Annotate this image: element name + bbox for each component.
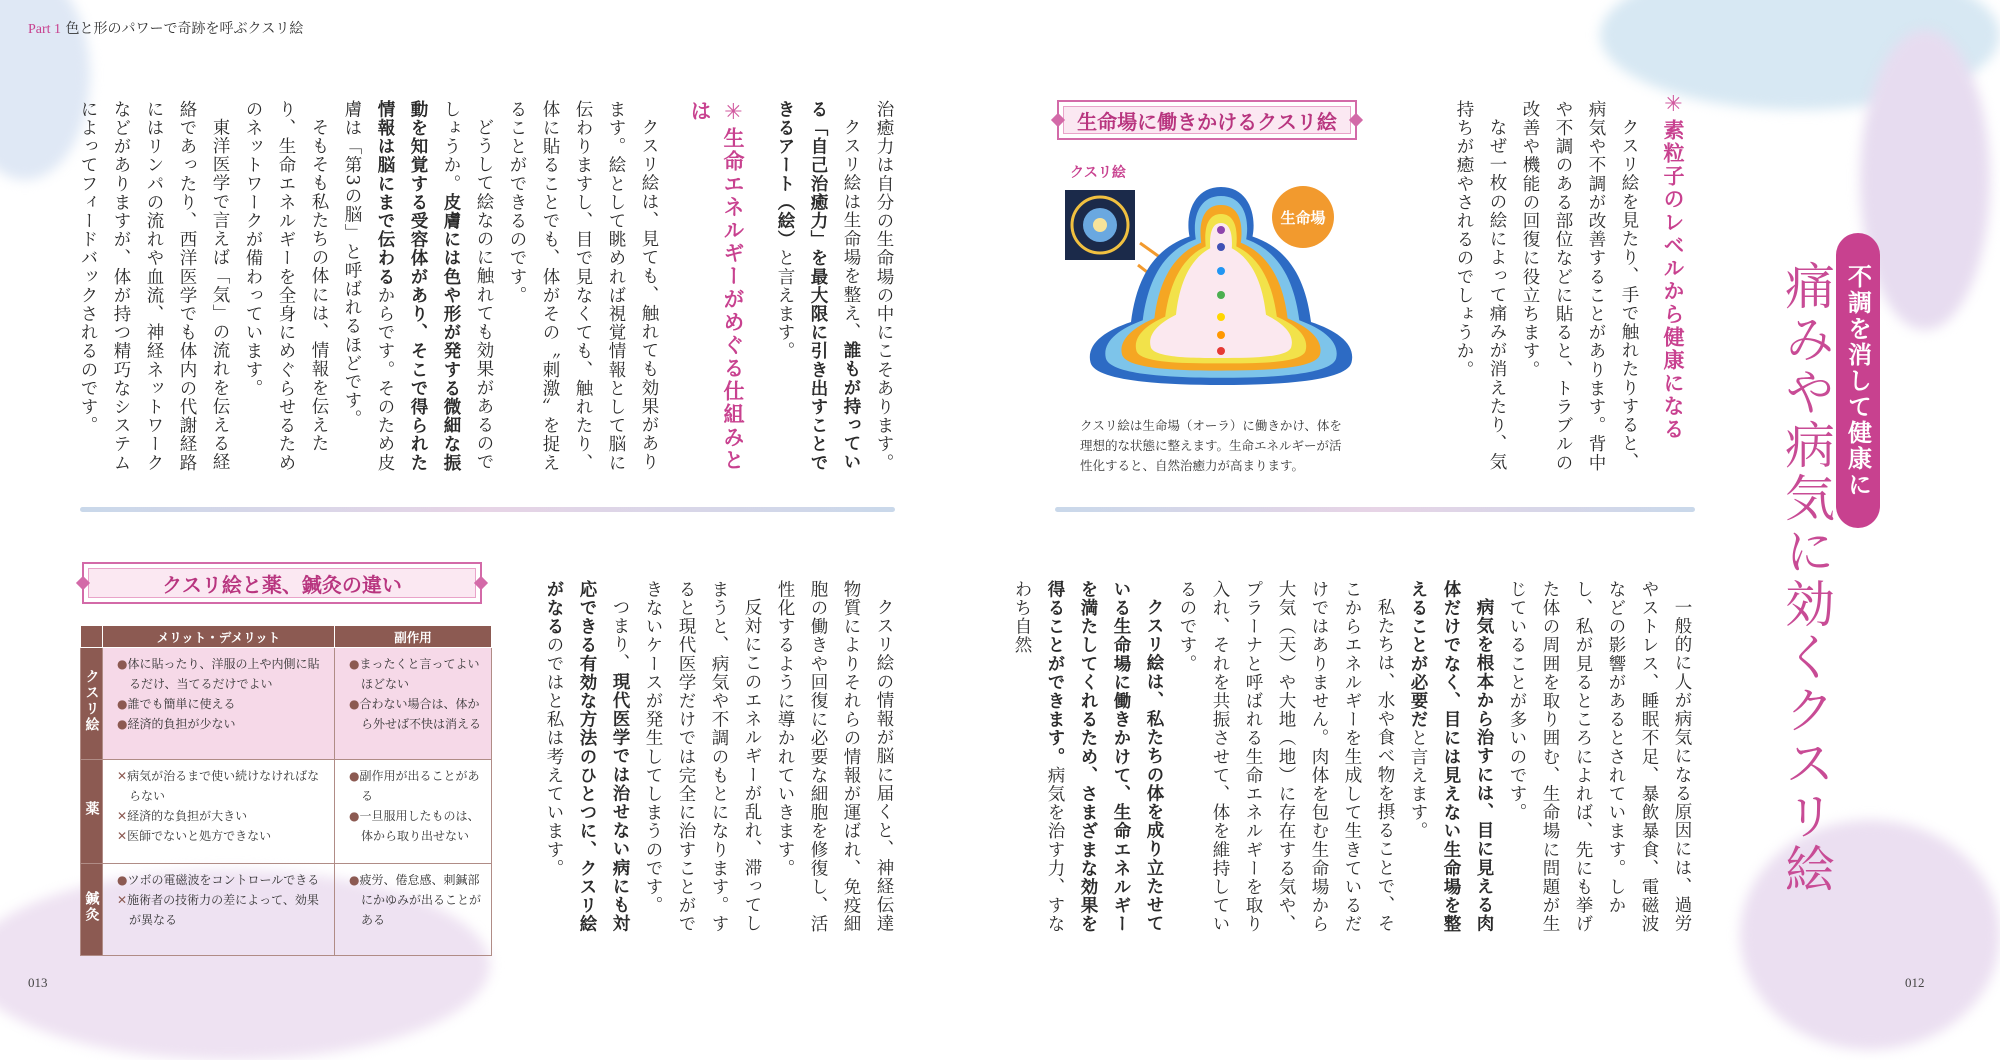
bullet-icon: ● (117, 697, 128, 711)
cross-icon: ✕ (117, 809, 128, 823)
list-item-text: 合わない場合は、体から外せば不快は消える (359, 697, 482, 731)
row-header-medicine (81, 760, 103, 864)
left-bottom-paragraph-3-bold: 現代医学では治せない病にも対応できる有効な方法のひとつに、クスリ絵がなる (544, 580, 630, 934)
section-divider-left (80, 507, 895, 512)
intro-paragraph-1: クスリ絵を見たり、手で触れたりすると、病気や不調が改善することがあります。背中や不調のある部位などに貼ると、トラブルの改善や機能の回復に役立ちます。 (1520, 100, 1639, 472)
chakra-solar (1217, 313, 1225, 321)
left-bottom-paragraph-3-rest: のではと私は考えています。 (544, 635, 564, 878)
section-heading-energy-text: 生命エネルギーがめぐる仕組みとは (688, 100, 745, 472)
right-paragraph-4-bold: クスリ絵は、私たちの体を成り立たせている生命場に働きかけて、生命エネルギーを満たしてくれるため、さまざまな効果を得ることができます。 (1045, 580, 1164, 934)
left-paragraph-1: 治癒力は自分の生命場の中にこそあります。 (874, 100, 894, 472)
bullet-icon: ● (117, 717, 128, 731)
figure-caption: クスリ絵は生命場（オーラ）に働きかけ、体を理想的な状態に整えます。生命エネルギーが活性化すると、自然治癒力が高まります。 (1080, 418, 1342, 473)
chakra-root (1217, 347, 1225, 355)
bullet-icon: ● (349, 657, 360, 671)
list-item (349, 694, 485, 734)
bullet-icon: ● (117, 873, 128, 887)
list-item (349, 654, 485, 694)
list-item (117, 694, 328, 714)
row-header-text: 鍼灸 (83, 890, 100, 923)
left-paragraph-3: クスリ絵は、見ても、触れても効果があります。絵として眺めれば視覚情報として脳に伝わりますし、目で見なくても、触れたり、体に貼ることでも、体がその〝刺激〟を捉えることができるのです。 (507, 100, 659, 472)
list-item (117, 654, 328, 694)
table-cell-merit (103, 864, 335, 956)
table-cell-merit (103, 648, 335, 760)
right-paragraph-2-bold: 病気を根本から治すには、目に見える肉体だけでなく、目には見えない生命場を整えることが必要だ (1408, 580, 1494, 934)
chapter-subtitle: 不調を消して健康に (1836, 233, 1880, 528)
running-head (28, 18, 303, 38)
row-header-kusurie (81, 648, 103, 760)
left-paragraph-2 (768, 100, 867, 480)
left-top-text (80, 100, 900, 480)
left-paragraph-2-rest: と言えます。 (775, 248, 795, 361)
figure-banner-text: 生命場に働きかけるクスリ絵 (1077, 109, 1337, 134)
left-bottom-paragraph-1: クスリ絵の情報が脳に届くと、神経伝達物質によりそれらの情報が運ばれ、免疫細胞の働きや回復に必要な細胞を修復し、活性化するように導かれていきます。 (775, 580, 894, 934)
bullet-icon: ● (349, 769, 360, 783)
page-number-left: 013 (28, 975, 48, 990)
right-paragraph-2 (1401, 580, 1500, 950)
list-item-text: 病気が治るまで使い続けなければならない (127, 769, 320, 803)
row-header-text: クスリ絵 (83, 668, 100, 733)
left-paragraph-2-pre: クスリ絵は生命場を整え、 (841, 117, 861, 341)
list-item-text: 医師でないと処方できない (127, 829, 272, 843)
right-paragraph-4-rest: 病気を治す力、すなわち自然 (1012, 580, 1065, 934)
list-item-text: 誰でも簡単に使える (127, 697, 236, 711)
list-item (349, 766, 485, 806)
comparison-table (80, 625, 492, 956)
list-item (117, 826, 328, 846)
part-label: Part 1 (28, 22, 62, 37)
left-paragraph-4 (335, 100, 500, 480)
section-heading-particle-text: 素粒子のレベルから健康になる (1661, 119, 1685, 441)
chakra-heart (1217, 291, 1225, 299)
comparison-banner-text: クスリ絵と薬、鍼灸の違い (162, 572, 402, 597)
star-icon: ✳ (721, 100, 746, 127)
list-item-text: ツボの電磁波をコントロールできる (127, 873, 320, 887)
running-title: 色と形のパワーで奇跡を呼ぶクスリ絵 (65, 21, 304, 37)
star-icon: ✳ (1661, 92, 1686, 119)
cross-icon: ✕ (117, 769, 128, 783)
right-body-text (1012, 580, 1698, 950)
bullet-icon: ● (349, 809, 360, 823)
list-item (117, 714, 328, 734)
table-corner (81, 626, 103, 648)
page-number-right: 012 (1905, 975, 1925, 990)
left-paragraph-4-pre: どうして絵なのに触れても効果があるのでしょうか。 (441, 100, 494, 471)
bullet-icon: ● (349, 873, 360, 887)
table-cell-merit (103, 760, 335, 864)
bullet-icon: ● (349, 697, 360, 711)
chakra-crown (1217, 226, 1225, 234)
list-item-text: 副作用が出ることがある (359, 769, 480, 803)
chakra-third-eye (1217, 243, 1225, 251)
list-item (349, 806, 485, 846)
table-cell-side-effect (335, 760, 492, 864)
kusurie-label: クスリ絵 (1070, 165, 1126, 181)
column-header-side-effect: 副作用 (335, 626, 492, 648)
section-divider-right (1055, 507, 1695, 512)
left-bottom-paragraph-3-pre: つまり、 (610, 597, 630, 672)
list-item (117, 870, 328, 890)
table-cell-side-effect (335, 648, 492, 760)
cross-icon: ✕ (117, 829, 128, 843)
cross-icon: ✕ (117, 893, 128, 907)
right-paragraph-2-rest: と言えます。 (1408, 728, 1428, 841)
table-row (81, 864, 492, 956)
bullet-icon: ● (117, 657, 128, 671)
right-paragraph-1: 一般的に人が病気になる原因には、過労やストレス、睡眠不足、暴飲暴食、電磁波などの影響があるとされています。しかし、私が見るところによれば、先にも挙げた体の周囲を取り囲む、生命場に問題が生じていることが多いのです。 (1507, 580, 1692, 934)
list-item-text: 体に貼ったり、洋服の上や内側に貼るだけ、当てるだけでよい (127, 657, 320, 691)
list-item-text: まったくと言ってよいほどない (359, 657, 480, 691)
section-heading-particle (1652, 92, 1688, 492)
chapter-title: 痛みや病気に効くクスリ絵 (1777, 260, 1835, 896)
list-item-text: 施術者の技術力の差によって、効果が異なる (127, 893, 319, 927)
list-item-text: 一旦服用したものは、体から取り出せない (359, 809, 480, 843)
table-row (81, 760, 492, 864)
intro-paragraph-2: なぜ一枚の絵によって痛みが消えたり、気持ちが癒やされるのでしょうか。 (1454, 100, 1507, 471)
comparison-banner (82, 562, 482, 604)
figure-banner (1057, 100, 1357, 140)
chakra-sacral (1217, 331, 1225, 339)
left-paragraph-4-bold: 皮膚には色や形が発する微細な振動を知覚する受容体があり、そこで得られた情報は脳にまで伝わる (375, 100, 461, 472)
list-item-text: 経済的な負担が大きい (127, 809, 248, 823)
list-item-text: 経済的負担が少ない (127, 717, 236, 731)
chakra-throat (1217, 267, 1225, 275)
list-item (117, 890, 328, 930)
left-paragraph-5: そもそも私たちの体には、情報を伝えたり、生命エネルギーを全身にめぐらせるためのネットワークが備わっています。 (243, 100, 329, 472)
table-header-row (81, 626, 492, 648)
list-item (349, 870, 485, 930)
table-row (81, 648, 492, 760)
row-header-acupuncture (81, 864, 103, 956)
kusurie-core (1093, 218, 1107, 232)
right-paragraph-4 (1005, 580, 1170, 950)
column-header-merit: メリット・デメリット (103, 626, 335, 648)
left-bottom-text (520, 580, 900, 950)
left-bottom-paragraph-3 (537, 580, 636, 950)
list-item (117, 806, 328, 826)
right-paragraph-3: 私たちは、水や食べ物を摂ることで、そこからエネルギーを生成して生きているだけではありません。肉体を包む生命場から大気（天）や大地（地）に存在する気や、プラーナと呼ばれる生命エネルギーを取り入れ、それを共振させて、体を維持しているのです。 (1177, 580, 1395, 934)
section-heading-energy (683, 100, 750, 480)
intro-text-column (1425, 100, 1645, 480)
aura-badge: 生命場 (1272, 186, 1334, 248)
table-cell-side-effect (335, 864, 492, 956)
list-item-text: 疲労、倦怠感、刺鍼部にかゆみが出ることがある (359, 873, 482, 927)
left-paragraph-2-bold: 誰もが持っている「自己治癒力」を最大限に引き出すことできるアート（絵） (775, 100, 861, 472)
list-item (117, 766, 328, 806)
left-bottom-paragraph-2: 反対にこのエネルギーが乱れ、滞ってしまうと、病気や不調のもとになります。すると現代医学だけでは完全に治すことができないケースが発生してしまうのです。 (643, 580, 762, 934)
left-paragraph-4-rest: からです。そのため皮膚は「第3の脳」と呼ばれるほどです。 (342, 100, 395, 472)
left-paragraph-6: 東洋医学で言えば「気」の流れを伝える経絡であったり、西洋医学でも体内の代謝経路にはリンパの流れや血流、神経ネットワークなどがありますが、体が持つ精巧なシステムによってフィードバックされるのです。 (78, 100, 230, 472)
row-header-text: 薬 (83, 800, 100, 817)
